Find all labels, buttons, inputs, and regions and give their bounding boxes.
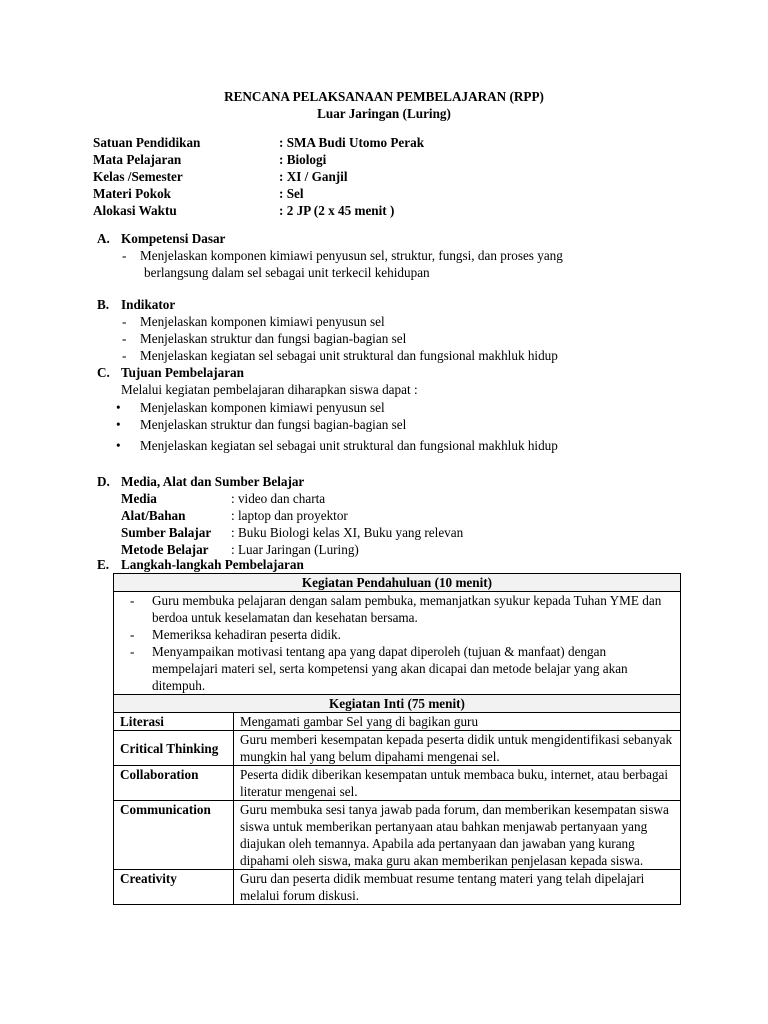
table-row [114,766,681,801]
row-text: Guru dan peserta didik membuat resume tentang materi yang telah dipelajari melalui forum diskusi. [234,870,681,905]
learning-steps-table [113,573,681,905]
list-item-text: berlangsung dalam sel sebagai unit terkecil kehidupan [144,265,430,280]
table-row [114,870,681,905]
identity-label: Mata Pelajaran [93,152,182,167]
identity-label: Alokasi Waktu [93,203,177,218]
identity-value: : SMA Budi Utomo Perak [279,135,425,150]
section-heading: Langkah-langkah Pembelajaran [121,557,304,572]
section-letter: D. [97,474,110,489]
identity-value: : 2 JP (2 x 45 menit ) [279,203,395,218]
identity-value: : Sel [279,186,304,201]
list-dash: - [122,348,127,363]
section-letter: A. [97,231,110,246]
list-item-text: Menjelaskan komponen kimiawi penyusun sel [140,400,385,415]
identity-value: : XI / Ganjil [279,169,348,184]
media-value: : Buku Biologi kelas XI, Buku yang relevan [231,525,464,540]
table-row [114,801,681,870]
identity-label: Kelas /Semester [93,169,183,184]
identity-label: Materi Pokok [93,186,172,201]
document-subtitle: Luar Jaringan (Luring) [317,106,451,121]
media-label: Alat/Bahan [121,508,186,523]
row-text: Guru memberi kesempatan kepada peserta didik untuk mengidentifikasi sebanyak mungkin hal yang belum dipahami mengenai sel. [234,731,681,766]
list-dash: - [130,593,135,608]
identity-value: : Biologi [279,152,327,167]
section-intro: Melalui kegiatan pembelajaran diharapkan siswa dapat : [121,382,418,397]
list-item-text: Menjelaskan struktur dan fungsi bagian-bagian sel [140,417,407,432]
media-value: : video dan charta [231,491,326,506]
section-heading: Indikator [121,297,176,312]
section-heading: Kompetensi Dasar [121,231,226,246]
section-letter: E. [97,557,110,572]
bullet-icon: • [116,438,121,453]
media-label: Metode Belajar [121,542,209,557]
media-value: : Luar Jaringan (Luring) [231,542,359,557]
table-header-inti: Kegiatan Inti (75 menit) [114,695,681,713]
list-dash: - [122,248,127,263]
document-title: RENCANA PELAKSANAAN PEMBELAJARAN (RPP) [224,89,544,104]
row-label: Collaboration [114,766,234,801]
media-label: Media [121,491,157,506]
bullet-icon: • [116,400,121,415]
table-header-pendahuluan: Kegiatan Pendahuluan (10 menit) [114,574,681,592]
list-item-text: Menjelaskan kegiatan sel sebagai unit struktural dan fungsional makhluk hidup [140,348,558,363]
section-heading: Tujuan Pembelajaran [121,365,244,380]
bullet-icon: • [116,417,121,432]
row-text: Mengamati gambar Sel yang di bagikan guru [234,713,681,731]
table-row [114,731,681,766]
row-text: Peserta didik diberikan kesempatan untuk membaca buku, internet, atau berbagai literatur mengenai sel. [234,766,681,801]
list-item-text: Menjelaskan kegiatan sel sebagai unit struktural dan fungsional makhluk hidup [140,438,558,453]
section-letter: C. [97,365,110,380]
list-item [120,592,674,626]
list-item-text: Guru membuka pelajaran dengan salam pembuka, memanjatkan syukur kepada Tuhan YME dan berdoa untuk keselamatan dan kesehatan bersama. [152,593,662,625]
media-label: Sumber Balajar [121,525,212,540]
list-item-text: Menjelaskan komponen kimiawi penyusun sel [140,314,385,329]
table-row [114,713,681,731]
row-label: Creativity [114,870,234,905]
media-value: : laptop dan proyektor [231,508,348,523]
list-dash: - [130,627,135,642]
list-dash: - [130,644,135,659]
list-item-text: Memeriksa kehadiran peserta didik. [152,627,341,642]
list-dash: - [122,331,127,346]
row-label: Communication [114,801,234,870]
row-text: Guru membuka sesi tanya jawab pada forum, dan memberikan kesempatan siswa siswa untuk memberikan pertanyaan atau bahkan menjawab pertanyaan yang diajukan oleh temannya. Apabila ada pertanyaan dan jawaban yang kurang dipahami oleh siswa, maka guru akan memberikan penjelasan kepada siswa. [234,801,681,870]
row-label: Literasi [114,713,234,731]
list-item-text: Menyampaikan motivasi tentang apa yang dapat diperoleh (tujuan & manfaat) dengan mempelajari materi sel, serta kompetensi yang akan dicapai dan metode belajar yang akan ditempuh. [152,644,628,693]
list-item [120,643,674,694]
list-item [120,626,674,643]
list-item-text: Menjelaskan struktur dan fungsi bagian-bagian sel [140,331,407,346]
list-dash: - [122,314,127,329]
section-heading: Media, Alat dan Sumber Belajar [121,474,305,489]
row-label: Critical Thinking [114,731,234,766]
identity-label: Satuan Pendidikan [93,135,201,150]
section-letter: B. [97,297,110,312]
list-item-text: Menjelaskan komponen kimiawi penyusun sel, struktur, fungsi, dan proses yang [140,248,563,263]
pendahuluan-cell [114,592,681,695]
